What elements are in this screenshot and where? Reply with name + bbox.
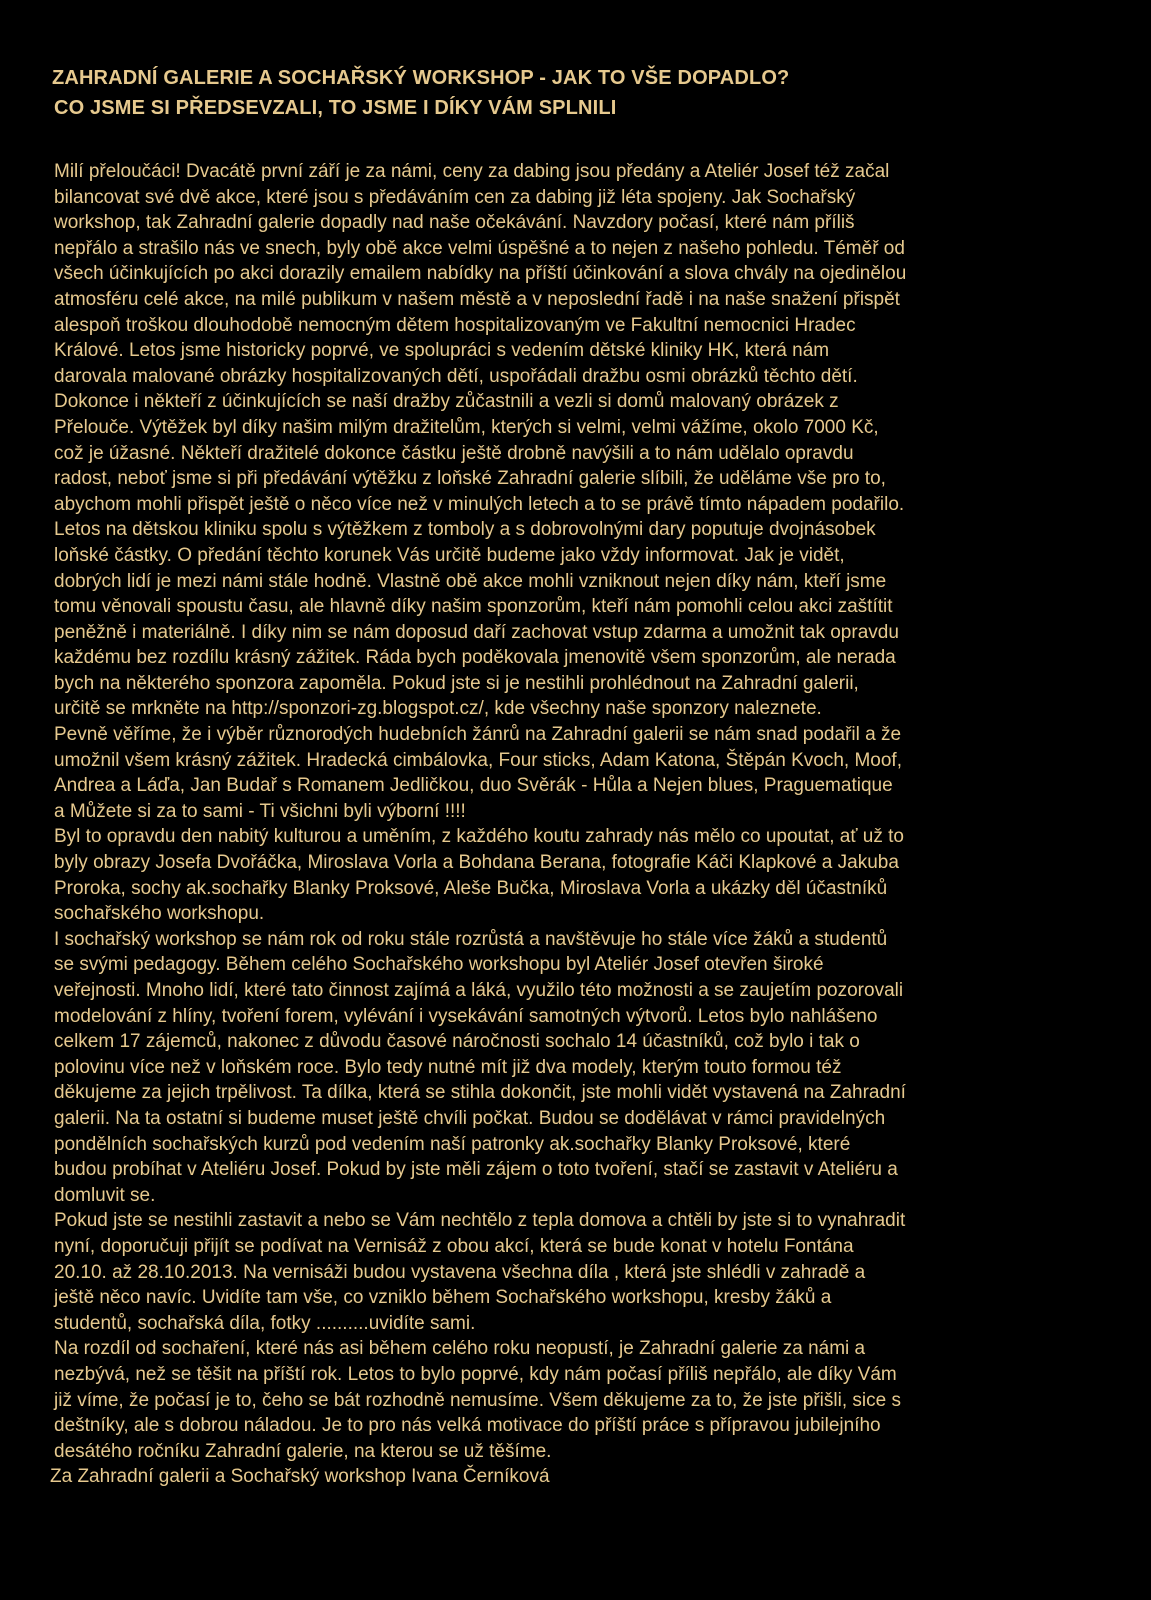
body-line: umožnil všem krásný zážitek. Hradecká cimbálovka, Four sticks, Adam Katona, Štěpán Kvoch, Moof, — [54, 749, 902, 771]
body-line: což je úžasné. Někteří dražitelé dokonce částku ještě drobně navýšili a to nám udělalo opravdu — [54, 442, 854, 464]
body-line: každému bez rozdílu krásný zážitek. Ráda bych poděkovala jmenovitě všem sponzorům, ale nerada — [54, 647, 896, 669]
body-line: bilancovat své dvě akce, které jsou s předáváním cen za dabing již léta spojeny. Jak Sochařský — [54, 186, 856, 208]
body-line: Proroka, sochy ak.sochařky Blanky Proksové, Aleše Bučka, Miroslava Vorla a ukázky děl účastníků — [54, 877, 888, 899]
body-line: loňské částky. O předání těchto korunek Vás určitě budeme jako vždy informovat. Jak je vidět, — [54, 544, 845, 566]
body-line: modelování z hlíny, tvoření forem, vylévání i vysekávání samotných výtvorů. Letos bylo nahlášeno — [54, 1005, 878, 1027]
article-body — [50, 159, 1116, 1490]
body-line: Pevně věříme, že i výběr různorodých hudebních žánrů na Zahradní galerii se nám snad podařil a že — [54, 724, 902, 746]
body-line: veřejnosti. Mnoho lidí, které tato činnost zajímá a láká, využilo této možnosti a se zaujetím pozorovali — [54, 980, 904, 1001]
body-line: pondělních sochařských kurzů pod vedením naší patronky ak.sochařky Blanky Proksové, které — [54, 1133, 851, 1155]
body-line: abychom mohli přispět ještě o něco více než v minulých letech a to se právě tímto nápadem podařilo. — [54, 493, 905, 515]
body-line: byly obrazy Josefa Dvořáčka, Miroslava Vorla a Bohdana Berana, fotografie Káči Klapkové a Jakuba — [54, 852, 899, 874]
body-line: děkujeme za jejich trpělivost. Ta dílka, která se stihla dokončit, jste mohli vidět vystavená na Zahradní — [54, 1082, 906, 1104]
body-line: bych na některého sponzora zapoměla. Pokud jste si je nestihli prohlédnout na Zahradní galerii, — [54, 672, 859, 694]
body-line: celkem 17 zájemců, nakonec z důvodu časové náročnosti sochalo 14 účastníků, což bylo i tak o — [54, 1031, 860, 1053]
body-line: ještě něco navíc. Uvidíte tam vše, co vzniklo během Sochařského workshopu, kresby žáků a — [54, 1287, 832, 1309]
body-line: galerii. Na ta ostatní si budeme muset ještě chvíli počkat. Budou se dodělávat v rámci pravidelných — [54, 1107, 886, 1129]
sponsors-link-line: určitě se mrkněte na http://sponzori-zg.blogspot.cz/, kde všechny naše sponzory naleznete. — [54, 698, 822, 720]
body-line: radost, neboť jsme si při předávání výtěžku z loňské Zahradní galerie slíbili, že uděláme vše pro to, — [54, 468, 886, 490]
body-line: tomu věnovali spoustu času, ale hlavně díky našim sponzorům, kteří nám pomohli celou akci zaštítit — [54, 596, 893, 618]
body-line: dobrých lidí je mezi námi stále hodně. Vlastně obě akce mohli vzniknout nejen díky nám, kteří jsme — [54, 570, 887, 592]
body-line: I sochařský workshop se nám rok od roku stále rozrůstá a navštěvuje ho stále více žáků a studentů — [54, 928, 888, 950]
body-line: Králové. Letos jsme historicky poprvé, ve spolupráci s vedením dětské kliniky HK, která nám — [54, 340, 830, 362]
author-signature: Za Zahradní galerii a Sochařský workshop Ivana Černíková — [50, 1466, 550, 1488]
body-line: Přelouče. Výtěžek byl díky našim milým dražitelům, kterých si velmi, velmi vážíme, okolo 7000 Kč, — [54, 416, 879, 438]
body-line: Byl to opravdu den nabitý kulturou a uměním, z každého koutu zahrady nás mělo co upoutat, ať už to — [54, 826, 904, 848]
body-line: Dokonce i někteří z účinkujících se naší dražby zůčastnili a vezli si domů malovaný obrázek z — [54, 391, 839, 413]
body-line: nepřálo a strašilo nás ve snech, byly obě akce velmi úspěšné a to nejen z našeho pohledu. Téměř od — [54, 237, 905, 259]
body-line: nyní, doporučuji přijít se podívat na Vernisáž z obou akcí, která se bude konat v hotelu Fontána — [54, 1235, 854, 1257]
body-line: Pokud jste se nestihli zastavit a nebo se Vám nechtělo z tepla domova a chtěli by jste si to vynahradit — [54, 1210, 906, 1232]
body-line: a Můžete si za to sami - Ti všichni byli výborní !!!! — [54, 800, 466, 822]
body-line: alespoň troškou dlouhodobě nemocným dětem hospitalizovaným ve Fakultní nemocnici Hradec — [54, 314, 856, 336]
body-line: 20.10. až 28.10.2013. Na vernisáži budou vystavena všechna díla , která jste shlédli v zahradě a — [54, 1261, 866, 1283]
body-line: Letos na dětskou kliniku spolu s výtěžkem z tomboly a s dobrovolnými dary poputuje dvojnásobek — [54, 519, 876, 541]
article-subtitle: CO JSME SI PŘEDSEVZALI, TO JSME I DÍKY VÁM SPLNILI — [54, 97, 617, 119]
body-line: nezbývá, než se těšit na příští rok. Letos to bylo poprvé, kdy nám počasí příliš nepřálo, ale díky Vám — [54, 1363, 897, 1385]
body-line: desátého ročníku Zahradní galerie, na kterou se už těšíme. — [54, 1440, 552, 1462]
body-line: Andrea a Láďa, Jan Budař s Romanem Jedličkou, duo Svěrák - Hůla a Nejen blues, Praguematique — [54, 775, 893, 797]
body-line: peněžně i materiálně. I díky nim se nám doposud daří zachovat vstup zdarma a umožnit tak opravdu — [54, 621, 899, 643]
body-line: budou probíhat v Ateliéru Josef. Pokud by jste měli zájem o toto tvoření, stačí se zastavit v Ateliéru a — [54, 1159, 898, 1181]
body-line: Na rozdíl od sochaření, které nás asi během celého roku neopustí, je Zahradní galerie za námi a — [54, 1338, 866, 1360]
article-title: ZAHRADNÍ GALERIE A SOCHAŘSKÝ WORKSHOP - JAK TO VŠE DOPADLO? — [52, 67, 790, 89]
body-line: studentů, sochařská díla, fotky ..........uvidíte sami. — [54, 1312, 476, 1334]
body-line: polovinu více než v loňském roce. Bylo tedy nutné mít již dva modely, kterým touto formou též — [54, 1056, 842, 1078]
body-line: deštníky, ale s dobrou náladou. Je to pro nás velká motivace do příští práce s přípravou jubilejního — [54, 1415, 881, 1437]
body-line: sochařského workshopu. — [54, 903, 265, 925]
body-line: domluvit se. — [54, 1184, 156, 1206]
body-line: workshop, tak Zahradní galerie dopadly nad naše očekávání. Navzdory počasí, které nám příliš — [54, 212, 855, 234]
body-line: všech účinkujících po akci dorazily emailem nabídky na příští účinkování a slova chvály na ojedinělou — [54, 263, 907, 285]
body-line: již víme, že počasí je to, čeho se bát rozhodně nemusíme. Všem děkujeme za to, že jste přišli, sice s — [54, 1389, 901, 1411]
body-line: se svými pedagogy. Během celého Sochařského workshopu byl Ateliér Josef otevřen široké — [54, 954, 824, 976]
body-line: Milí přeloučáci! Dvacátě první září je za námi, ceny za dabing jsou předány a Ateliér Josef též začal — [54, 161, 890, 182]
body-line: darovala malované obrázky hospitalizovaných dětí, uspořádali dražbu osmi obrázků těchto dětí. — [54, 365, 858, 387]
body-line: atmosféru celé akce, na milé publikum v našem městě a v neposlední řadě i na naše snažení přispět — [54, 288, 900, 310]
